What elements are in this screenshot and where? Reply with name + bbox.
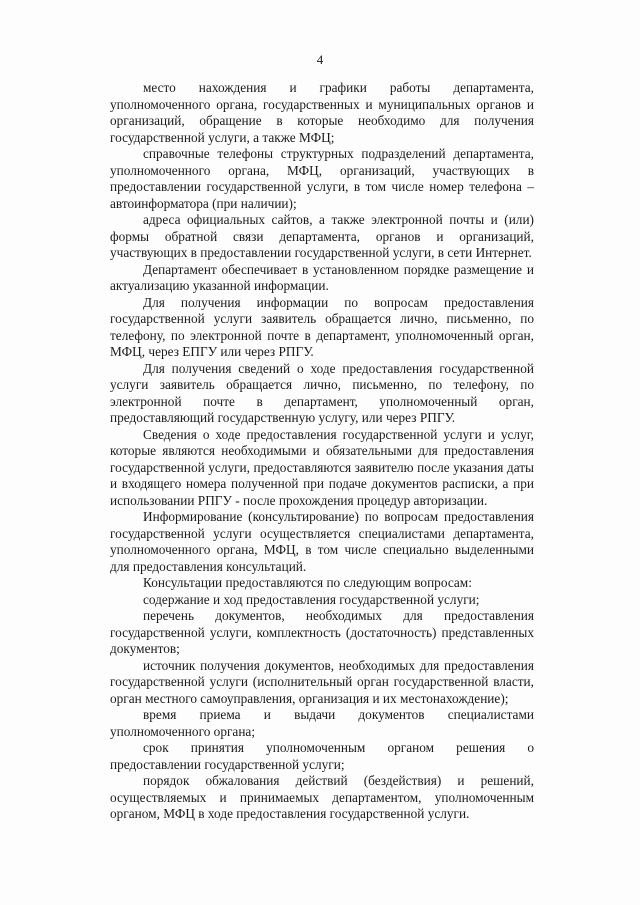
paragraph-consulting: Информирование (консультирование) по вопросам предоставления государственной услуги осуществляется специалистами департамента, уполномоченного органа, МФЦ, в том числе специально выделенными для предоставления консультаций.: [110, 509, 534, 574]
paragraph-consultation-topics: Консультации предоставляются по следующим вопросам:: [143, 575, 472, 590]
paragraph-topic-appeal-procedure: порядок обжалования действий (бездействия) и решений, осуществляемых и принимаемых департаментом, уполномоченным органом, МФЦ в ходе предоставления государственной услуги.: [110, 773, 534, 821]
paragraph-topic-documents-list: перечень документов, необходимых для предоставления государственной услуги, комплектность (достаточность) представленных документов;: [110, 608, 534, 656]
paragraph-official-sites: адреса официальных сайтов, а также электронной почты и (или) формы обратной связи департамента, органов и организаций, участвующих в предоставлении государственной услуги, в сети Интернет.: [110, 212, 534, 260]
paragraph-location-schedules: место нахождения и графики работы департамента, уполномоченного органа, государственных и муниципальных органов и организаций, обращение в которые необходимо для получения государственной услуги, а также МФЦ;: [110, 80, 534, 145]
document-body: [110, 80, 534, 823]
paragraph-getting-information: Для получения информации по вопросам предоставления государственной услуги заявитель обращается лично, письменно, по телефону, по электронной почте в департамент, уполномоченный орган, МФЦ, через ЕПГУ или через РПГУ.: [110, 294, 534, 359]
paragraph-topic-decision-term: срок принятия уполномоченным органом решения о предоставлении государственной услуги;: [110, 740, 534, 772]
paragraph-topic-reception-time: время приема и выдачи документов специалистами уполномоченного органа;: [110, 707, 534, 739]
paragraph-topic-content-progress: содержание и ход предоставления государственной услуги;: [143, 591, 480, 607]
paragraph-progress-information: Для получения сведений о ходе предоставления государственной услуги заявитель обращается лично, письменно, по телефону, по электронной почте в департамент, уполномоченный орган, предоставляющий государственную услугу, или через РПГУ.: [110, 360, 534, 425]
paragraph-topic-documents-source: источник получения документов, необходимых для предоставления государственной услуги (исполнительный орган государственной власти, орган местного самоуправления, организация и их местонахождение);: [110, 657, 534, 706]
paragraph-progress-details: Сведения о ходе предоставления государственной услуги и услуг, которые являются необходимыми и обязательными для предоставления государственной услуги, предоставляются заявителю после указания даты и входящего номера полученной при подаче документов расписки, а при использовании РПГУ - после прохождения процедур авторизации.: [110, 426, 534, 508]
page-number: 4: [316, 52, 324, 67]
paragraph-reference-phones: справочные телефоны структурных подразделений департамента, уполномоченного органа, МФЦ, организаций, участвующих в предоставлении государственной услуги, в том числе номер телефона – автоинформатора (при наличии);: [110, 146, 534, 211]
paragraph-department-publishing: Департамент обеспечивает в установленном порядке размещение и актуализацию указанной информации.: [110, 261, 534, 293]
